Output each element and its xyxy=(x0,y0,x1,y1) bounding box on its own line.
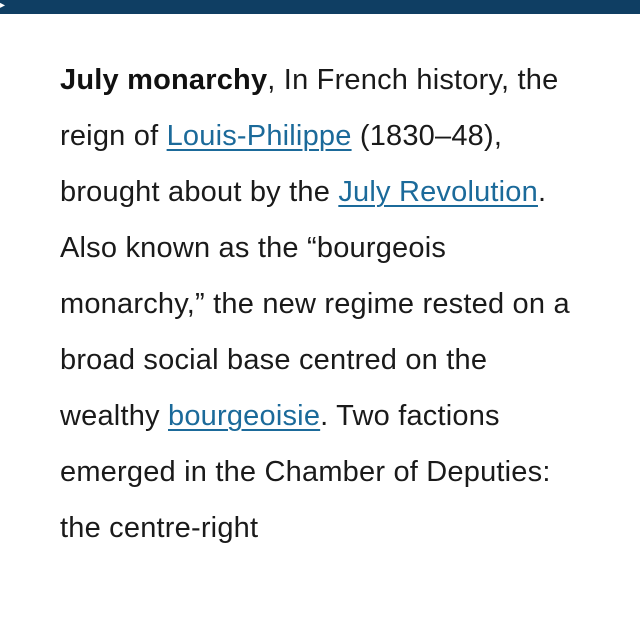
article-text-4: . Two factions emerged in the Chamber of Deputies: the centre-right xyxy=(60,400,551,544)
top-bar xyxy=(0,0,640,14)
article-text-1: , In French history, the reign of xyxy=(60,64,559,152)
article-term: July monarchy xyxy=(60,64,268,96)
link-july-revolution[interactable]: July Revolution xyxy=(338,176,538,208)
menu-fragment-icon[interactable]: ▸ xyxy=(0,0,6,11)
article-text-2: (1830–48), brought about by the xyxy=(60,120,503,208)
article-body xyxy=(60,52,580,556)
link-louis-philippe[interactable]: Louis-Philippe xyxy=(166,120,352,152)
article-text-3: . Also known as the “bourgeois monarchy,” the new regime rested on a broad social base centred on the wealthy xyxy=(60,176,570,432)
link-bourgeoisie[interactable]: bourgeoisie xyxy=(168,400,321,432)
